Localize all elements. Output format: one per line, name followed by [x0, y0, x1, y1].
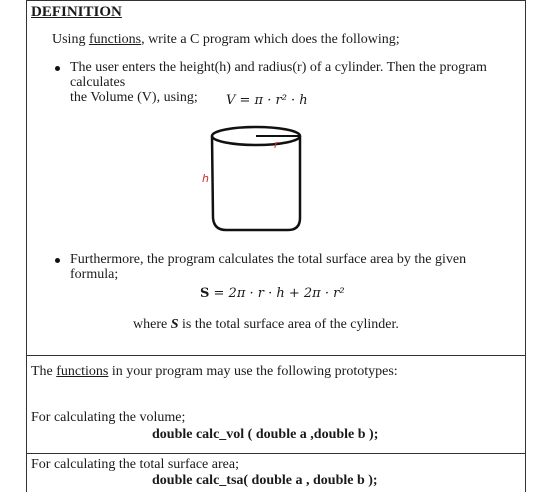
- section-divider: [26, 355, 526, 356]
- prototype-divider: [26, 453, 526, 454]
- definition-heading: DEFINITION: [31, 4, 122, 20]
- bullet-2-dot: [55, 258, 60, 263]
- functions-link: functions: [88, 32, 142, 47]
- top-border: [26, 0, 526, 1]
- prototypes-text: The functions in your program may use the following prototypes:: [31, 364, 398, 379]
- functions-link-2: functions: [56, 364, 109, 379]
- height-label: h: [202, 172, 209, 185]
- bullet-2-text: Furthermore, the program calculates the total surface area by the given formula;: [70, 252, 467, 282]
- volume-label: For calculating the volume;: [31, 410, 186, 425]
- tsa-label: For calculating the total surface area;: [31, 457, 239, 472]
- volume-prototype: double calc_vol ( double a ,double b );: [152, 427, 379, 442]
- tsa-prototype: double calc_tsa( double a , double b );: [152, 473, 378, 488]
- intro-text: Using functions, write a C program which does the following;: [52, 32, 400, 47]
- surface-formula: S = 2π · r · h + 2π · r²: [200, 286, 345, 301]
- cylinder-body: [212, 136, 300, 230]
- bullet-1-dot: [55, 66, 60, 71]
- volume-formula: V = π · r² · h: [226, 93, 308, 108]
- radius-label: r: [274, 138, 279, 151]
- bullet-1-text: The user enters the height(h) and radius(r) of a cylinder. Then the program calculates the Volume (V), using;: [70, 60, 487, 105]
- cylinder-diagram: [196, 120, 336, 240]
- where-text: where S is the total surface area of the cylinder.: [133, 317, 399, 332]
